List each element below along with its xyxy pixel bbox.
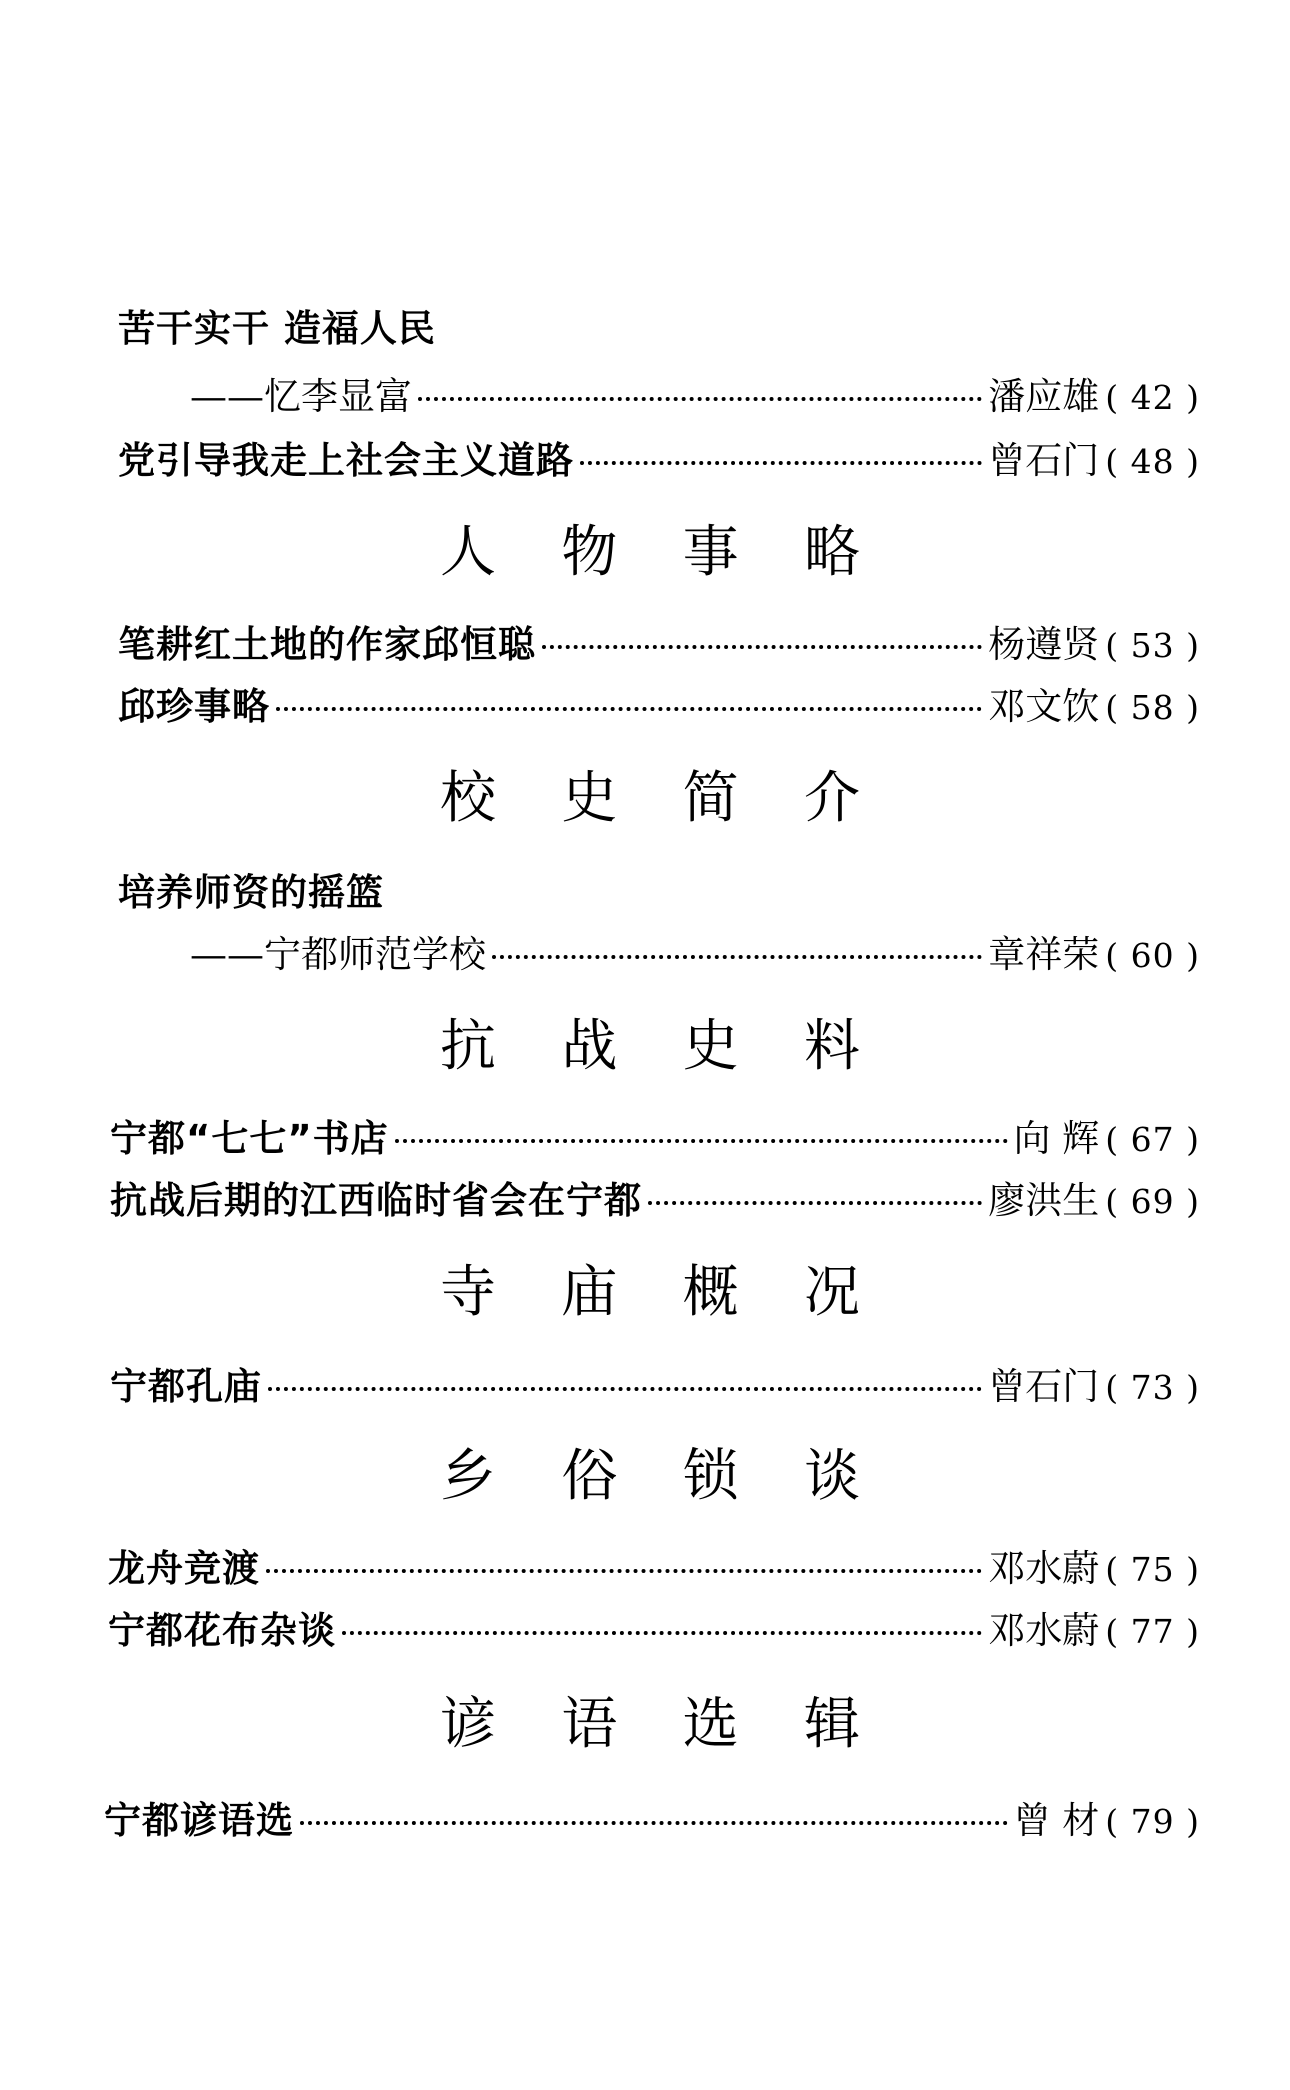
toc-entry-author: 曾石门 [988, 439, 1100, 482]
toc-entry-title: 宁都“七七”书店 [110, 1117, 389, 1160]
toc-entry-subtitle: ——忆李显富 [190, 375, 412, 418]
section-heading-char: 介 [803, 766, 860, 831]
toc-entry-subtitle: ——宁都师范学校 [190, 933, 486, 976]
toc-entry-author: 向 辉 [1013, 1117, 1100, 1160]
toc-entry-page: ( 75 ) [1105, 1550, 1200, 1589]
toc-entry[interactable] [110, 1356, 1200, 1408]
section-heading [440, 1432, 860, 1512]
toc-entry[interactable] [110, 1108, 1200, 1160]
dot-leader [276, 707, 982, 711]
toc-entry-title: 龙舟竞渡 [108, 1547, 260, 1590]
section-heading-char: 乡 [440, 1444, 496, 1509]
section-heading [440, 508, 860, 588]
toc-entry-page: ( 79 ) [1105, 1802, 1200, 1841]
section-heading-char: 略 [803, 520, 860, 585]
section-heading [440, 754, 860, 834]
toc-entry-page: ( 69 ) [1105, 1182, 1200, 1221]
toc-entry[interactable] [104, 1790, 1200, 1842]
section-heading-char: 况 [803, 1260, 860, 1325]
section-heading [440, 1680, 860, 1760]
toc-entry-title: 宁都花布杂谈 [108, 1609, 336, 1652]
section-heading-char: 俗 [561, 1444, 618, 1509]
dot-leader [492, 955, 982, 959]
toc-entry-title: 宁都孔庙 [110, 1365, 262, 1408]
toc-entry-author: 曾石门 [988, 1365, 1100, 1408]
section-heading-char: 谚 [440, 1692, 496, 1757]
toc-entry-title: 宁都谚语选 [104, 1799, 294, 1842]
dot-leader [418, 397, 982, 401]
toc-entry-author: 潘应雄 [988, 375, 1100, 418]
toc-entry[interactable] [190, 924, 1200, 976]
section-heading-char: 史 [561, 766, 618, 831]
section-heading [440, 1248, 860, 1328]
toc-entry-title: 培养师资的摇篮 [118, 871, 384, 914]
section-heading-char: 锁 [682, 1444, 739, 1509]
toc-entry-page: ( 60 ) [1105, 936, 1200, 975]
toc-entry-page: ( 58 ) [1105, 688, 1200, 727]
toc-entry-title: 苦干实干 造福人民 [118, 307, 436, 350]
section-heading [440, 1002, 860, 1082]
section-heading-char: 语 [561, 1692, 618, 1757]
section-heading-char: 校 [440, 766, 496, 831]
toc-entry[interactable] [118, 676, 1200, 728]
toc-entry-page: ( 67 ) [1105, 1120, 1200, 1159]
dot-leader [395, 1139, 1008, 1143]
section-heading-char: 简 [682, 766, 739, 831]
section-heading-char: 选 [682, 1692, 739, 1757]
toc-entry-title: 邱珍事略 [118, 685, 270, 728]
section-heading-char: 谈 [803, 1444, 860, 1509]
toc-entry-title: 党引导我走上社会主义道路 [118, 439, 574, 482]
dot-leader [342, 1631, 982, 1635]
section-heading-char: 寺 [440, 1260, 496, 1325]
toc-entry[interactable] [190, 366, 1200, 418]
toc-entry-page: ( 53 ) [1105, 626, 1200, 665]
toc-entry-title: 笔耕红土地的作家邱恒聪 [118, 623, 536, 666]
toc-entry-page: ( 42 ) [1105, 378, 1200, 417]
toc-entry[interactable] [110, 1170, 1200, 1222]
toc-entry-author: 曾 材 [1013, 1799, 1100, 1842]
dot-leader [542, 645, 982, 649]
toc-entry[interactable] [108, 1600, 1200, 1652]
toc-entry-page: ( 48 ) [1105, 442, 1200, 481]
toc-entry-author: 邓水蔚 [988, 1609, 1100, 1652]
section-heading-char: 事 [682, 520, 739, 585]
toc-entry-author: 廖洪生 [988, 1179, 1100, 1222]
toc-entry-title: 抗战后期的江西临时省会在宁都 [110, 1179, 642, 1222]
toc-entry-author: 杨遵贤 [988, 623, 1100, 666]
section-heading-char: 抗 [440, 1014, 496, 1079]
toc-entry-page: ( 77 ) [1105, 1612, 1200, 1651]
section-heading-char: 辑 [803, 1692, 860, 1757]
toc-entry-author: 邓水蔚 [988, 1547, 1100, 1590]
toc-entry-author: 邓文饮 [988, 685, 1100, 728]
section-heading-char: 概 [682, 1260, 739, 1325]
toc-entry[interactable] [118, 614, 1200, 666]
toc-entry-author: 章祥荣 [988, 933, 1100, 976]
section-heading-char: 料 [803, 1014, 860, 1079]
toc-entry[interactable] [118, 430, 1200, 482]
section-heading-char: 人 [440, 520, 496, 585]
section-heading-char: 庙 [561, 1260, 618, 1325]
section-heading-char: 战 [561, 1014, 618, 1079]
dot-leader [266, 1569, 982, 1573]
dot-leader [580, 461, 982, 465]
toc-entry-page: ( 73 ) [1105, 1368, 1200, 1407]
toc-entry[interactable] [108, 1538, 1200, 1590]
dot-leader [300, 1821, 1008, 1825]
section-heading-char: 史 [682, 1014, 739, 1079]
dot-leader [268, 1387, 982, 1391]
dot-leader [648, 1201, 982, 1205]
section-heading-char: 物 [561, 520, 618, 585]
